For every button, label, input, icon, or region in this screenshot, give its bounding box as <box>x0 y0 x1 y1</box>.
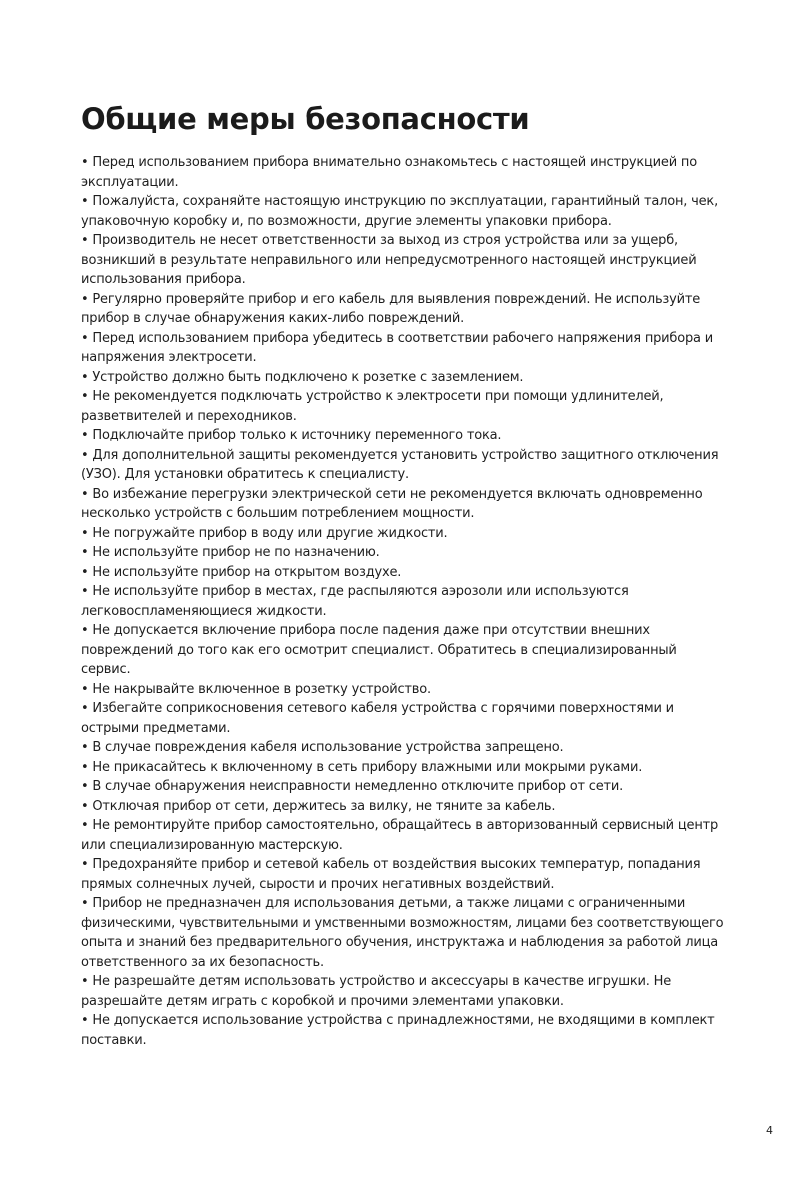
safety-rule: • Подключайте прибор только к источнику переменного тока. <box>81 428 502 443</box>
safety-rule: • Не используйте прибор в местах, где распыляются аэрозоли или используются легковоспламеняющиеся жидкости. <box>81 584 629 619</box>
safety-rule: • Не рекомендуется подключать устройство к электросети при помощи удлинителей, разветвителей и переходников. <box>81 389 664 424</box>
safety-rule: • Предохраняйте прибор и сетевой кабель от воздействия высоких температур, попадания прямых солнечных лучей, сырости и прочих негативных воздействий. <box>81 857 701 892</box>
safety-rule: • Во избежание перегрузки электрической сети не рекомендуется включать одновременно несколько устройств с большим потреблением мощности. <box>81 486 703 521</box>
safety-rule: • Не погружайте прибор в воду или другие жидкости. <box>81 525 448 541</box>
safety-rule: • Производитель не несет ответственности за выход из строя устройства или за ущерб, возникший в результате неправильного или непредусмотренного настоящей инструкцией использования прибора. <box>81 233 697 287</box>
safety-rule: • Не ремонтируйте прибор самостоятельно, обращайтесь в авторизованный сервисный центр или специализированную мастерскую. <box>81 818 719 853</box>
safety-rule: • В случае повреждения кабеля использование устройства запрещено. <box>81 740 564 755</box>
safety-rule: • Регулярно проверяйте прибор и его кабель для выявления повреждений. Не используйте прибор в случае обнаружения каких-либо повреждений. <box>81 291 701 326</box>
safety-rule: • Не прикасайтесь к включенному в сеть прибору влажными или мокрыми руками. <box>81 759 643 775</box>
safety-rule: • Не допускается включение прибора после падения даже при отсутствии внешних повреждений до того как его осмотрит специалист. Обратитесь в специализированный сервис. <box>81 623 677 677</box>
safety-rule: • Не используйте прибор на открытом воздухе. <box>81 564 402 580</box>
safety-rule: • Перед использованием прибора внимательно ознакомьтесь с настоящей инструкцией по эксплуатации. <box>81 155 697 190</box>
safety-rules-list <box>81 153 726 1050</box>
safety-rule: • Устройство должно быть подключено к розетке с заземлением. <box>81 369 524 385</box>
safety-rule: • Для дополнительной защиты рекомендуется установить устройство защитного отключения (УЗО). Для установки обратитесь к специалисту. <box>81 447 719 482</box>
safety-rule: • Не разрешайте детям использовать устройство и аксессуары в качестве игрушки. Не разрешайте детям играть с коробкой и прочими элементами упаковки. <box>81 974 672 1009</box>
safety-rule: • Прибор не предназначен для использования детьми, а также лицами с ограниченными физическими, чувствительными и умственными возможностям, лицами без соответствующего опыта и знаний без предварительного обучения, инструктажа и наблюдения за работой лица ответственного за их безопасность. <box>81 896 724 970</box>
safety-rule: • Перед использованием прибора убедитесь в соответствии рабочего напряжения прибора и напряжения электросети. <box>81 330 713 365</box>
safety-rule: • Не допускается использование устройства с принадлежностями, не входящими в комплект поставки. <box>81 1013 715 1048</box>
safety-rule: • Не используйте прибор не по назначению. <box>81 545 380 560</box>
safety-rule: • Не накрывайте включенное в розетку устройство. <box>81 681 431 697</box>
safety-rule: • Отключая прибор от сети, держитесь за вилку, не тяните за кабель. <box>81 798 556 814</box>
safety-rule: • Пожалуйста, сохраняйте настоящую инструкцию по эксплуатации, гарантийный талон, чек, упаковочную коробку и, по возможности, другие элементы упаковки прибора. <box>81 194 719 229</box>
safety-rule: • В случае обнаружения неисправности немедленно отключите прибор от сети. <box>81 779 624 794</box>
page-title: Общие меры безопасности <box>81 102 530 136</box>
page-number: 4 <box>766 1124 773 1137</box>
safety-rule: • Избегайте соприкосновения сетевого кабеля устройства с горячими поверхностями и острыми предметами. <box>81 701 674 736</box>
